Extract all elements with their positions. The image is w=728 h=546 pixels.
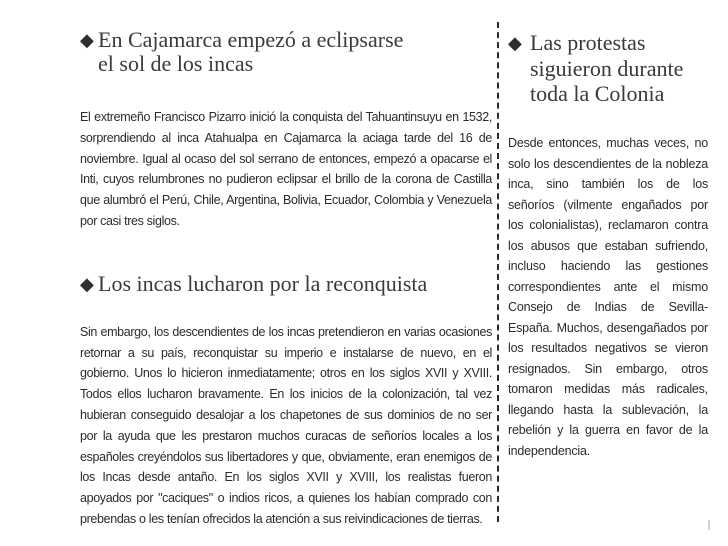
paragraph-conquista: El extremeño Francisco Pizarro inició la conquista del Tahuantinsuyu en 1532, sorprendiendo al inca Atahualpa en Cajamarca la aciaga tarde del 16 de noviembre. Igual al ocaso del sol serrano de entonces, empezó a opacarse el Inti, cuyos relumbrones no pudieron eclipsar el brillo de la corona de Castilla que alumbró el Perú, Chile, Argentina, Bolivia, Ecuador, Colombia y Venezuela por casi tres siglos. (80, 110, 492, 228)
heading-line-2: siguieron durante (530, 56, 684, 81)
heading-line-3: toda la Colonia (530, 81, 665, 106)
heading-text: Los incas lucharon por la reconquista (98, 270, 428, 296)
diamond-bullet-icon: ◆ (508, 33, 522, 53)
diamond-bullet-icon: ◆ (80, 30, 94, 50)
column-divider (497, 22, 499, 522)
heading-line-1: Las protestas (530, 30, 646, 55)
right-column (508, 30, 708, 461)
section-heading-reconquista (80, 272, 492, 296)
heading-line-1: En Cajamarca empezó a eclipsarse (98, 27, 404, 52)
paragraph-protestas: Desde entonces, muchas veces, no solo los descendientes de la nobleza inca, sino también los de los señoríos (vilmente engañados por los colonialistas), reclamaron contra los abusos que estaban sufriendo, incluso haciendo las gestiones correspondientes ante el mismo Consejo de Indias de Sevilla-España. Muchos, desengañados por los resultados negativos se vieron resignados. Sin embargo, otros tomaron medidas más radicales, llegando hasta la sublevación, la rebelión y la guerra en favor de la independencia. (508, 136, 708, 458)
section-heading-cajamarca (80, 28, 492, 76)
heading-line-2: el sol de los incas (98, 51, 254, 76)
section-heading-protestas (508, 30, 708, 106)
paragraph-reconquista: Sin embargo, los descendientes de los incas pretendieron en varias ocasiones retornar a su país, reconquistar su imperio e instalarse de nuevo, en el gobierno. Unos lo hicieron inmediatamente; otros en los siglos XVII y XVIII. Todos ellos lucharon bravamente. En los inicios de la colonización, tal vez hubieran conseguido desalojar a los chapetones de sus dominios de no ser por la ayuda que les prestaron muchos curacas de señoríos locales a los españoles creyéndolos sus libertadores y que, obviamente, eran enemigos de los Incas desde antaño. En los siglos XVII y XVIII, los realistas fueron apoyados por "caciques" o indios ricos, a quienes los habían comprado con prebendas o les tenían ofrecidos la atención a sus reivindicaciones de tierras. (80, 324, 492, 526)
page-edge-mark (708, 520, 710, 530)
left-column (80, 28, 492, 530)
diamond-bullet-icon: ◆ (80, 273, 94, 294)
